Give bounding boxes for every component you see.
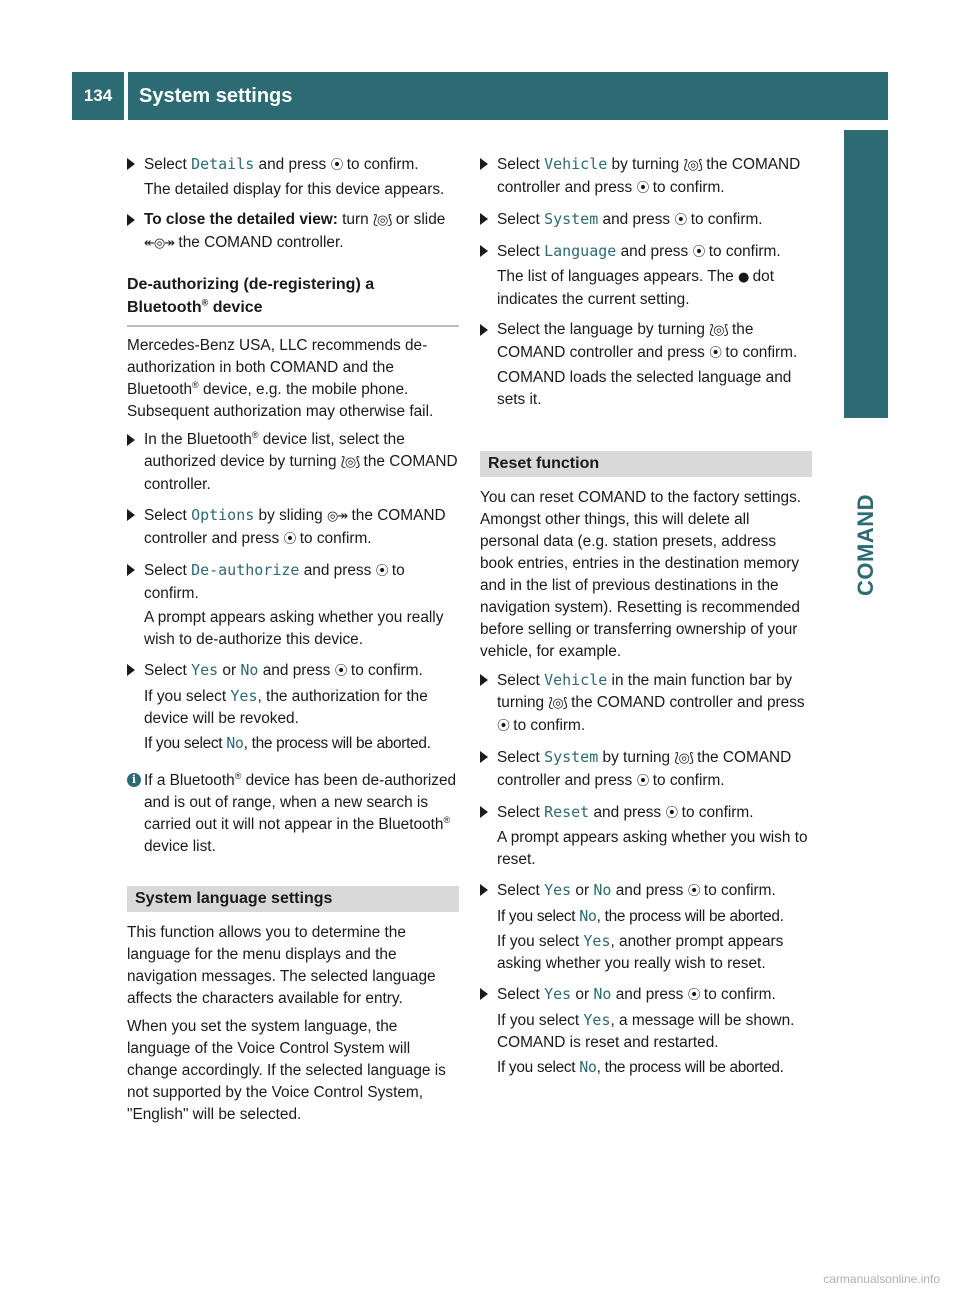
language-paragraph-2: When you set the system language, the language of the Voice Control System will change accordingly. If the selected language is not supported by the Voice Control System, "English" will be selected.: [127, 1018, 446, 1124]
language-paragraph-1: This function allows you to determine the language for the menu displays and the navigation messages. The selected language affects the characters available for entry.: [127, 924, 436, 1008]
turn-icon: ⟅◎⟆: [709, 323, 728, 338]
watermark: carmanualsonline.info: [823, 1272, 940, 1286]
step-select-system: Select System and press ⦿ to confirm.: [480, 208, 812, 232]
slide-lr-icon: ↞◎↠: [144, 236, 175, 251]
press-icon: ⦿: [636, 774, 649, 789]
press-icon: ⦿: [692, 245, 705, 260]
step-arrow-icon: [127, 158, 135, 170]
section-system-language: System language settings: [127, 886, 459, 912]
step-arrow-icon: [480, 158, 488, 170]
dot-icon: ●: [738, 270, 749, 285]
reset-paragraph: You can reset COMAND to the factory settings. Amongst other things, this will delete all personal data (e.g. station presets, address book entries, entries in the destination memory and in the list of previous destinations in the navigation system). Resetting is recommended before selling or transferring ownership of your vehicle, for example.: [480, 489, 802, 660]
step-select-details: Select Details and press ⦿ to confirm. The detailed display for this device appears.: [127, 153, 459, 201]
step-select-language: Select Language and press ⦿ to confirm. The list of languages appears. The ● dot indicates the current setting.: [480, 240, 812, 311]
step-arrow-icon: [127, 434, 135, 446]
side-color-block: [844, 120, 888, 418]
step-reset-select-vehicle: Select Vehicle in the main function bar by turning ⟅◎⟆ the COMAND controller and press ⦿ to confirm.: [480, 669, 812, 738]
page-title: System settings: [139, 85, 293, 107]
step-select-de-authorize: Select De-authorize and press ⦿ to confirm. A prompt appears asking whether you really wish to de-authorize this device.: [127, 559, 459, 651]
press-icon: ⦿: [674, 213, 687, 228]
header-divider: [124, 72, 128, 120]
step-arrow-icon: [480, 751, 488, 763]
turn-icon: ⟅◎⟆: [372, 213, 392, 228]
step-arrow-icon: [127, 509, 135, 521]
turn-icon: ⟅◎⟆: [674, 751, 693, 766]
info-note: i If a Bluetooth® device has been de-authorized and is out of range, when a new search is carried out it will not appear in the Bluetooth® device list.: [127, 770, 459, 858]
press-icon: ⦿: [709, 346, 722, 361]
step-arrow-icon: [480, 806, 488, 818]
step-turn-language: Select the language by turning ⟅◎⟆ the COMAND controller and press ⦿ to confirm. COMAND loads the selected language and sets it.: [480, 319, 812, 411]
info-icon: i: [127, 773, 141, 787]
step-arrow-icon: [480, 884, 488, 896]
step-select-device: In the Bluetooth® device list, select the authorized device by turning ⟅◎⟆ the COMAND controller.: [127, 429, 459, 496]
turn-icon: ⟅◎⟆: [340, 455, 360, 470]
step-select-options: Select Options by sliding ◎↠ the COMAND controller and press ⦿ to confirm.: [127, 504, 459, 551]
slide-right-icon: ◎↠: [327, 509, 348, 524]
page-number: 134: [83, 86, 113, 105]
step-arrow-icon: [480, 324, 488, 336]
step-reset-select-system: Select System by turning ⟅◎⟆ the COMAND controller and press ⦿ to confirm.: [480, 746, 812, 793]
step-select-yes-no: Select Yes or No and press ⦿ to confirm. If you select Yes, the authorization for the device will be revoked. If you select No, the process will be aborted.: [127, 659, 459, 755]
intro-paragraph: Mercedes-Benz USA, LLC recommends de-authorization in both COMAND and the Bluetooth® device, e.g. the mobile phone. Subsequent authorization may otherwise fail.: [127, 337, 434, 420]
step-arrow-icon: [480, 674, 488, 686]
step-arrow-icon: [480, 245, 488, 257]
step-reset-yes-no-2: Select Yes or No and press ⦿ to confirm. If you select Yes, a message will be shown. COMAND is reset and restarted. If you select No, the process will be aborted.: [480, 983, 812, 1079]
press-icon: ⦿: [330, 158, 343, 173]
subheading-de-authorizing: De-authorizing (de-registering) a Bluetooth® device: [127, 273, 459, 327]
step-arrow-icon: [480, 213, 488, 225]
turn-icon: ⟅◎⟆: [548, 696, 567, 711]
step-select-vehicle: Select Vehicle by turning ⟅◎⟆ the COMAND controller and press ⦿ to confirm.: [480, 153, 812, 200]
step-close-detailed-view: To close the detailed view: turn ⟅◎⟆ or slide ↞◎↠ the COMAND controller.: [127, 209, 459, 255]
press-icon: ⦿: [334, 664, 347, 679]
press-icon: ⦿: [636, 181, 649, 196]
step-reset-yes-no-1: Select Yes or No and press ⦿ to confirm. If you select No, the process will be aborted. If you select Yes, another prompt appears asking whether you really wish to reset.: [480, 879, 812, 975]
side-block-gap: [844, 120, 888, 130]
turn-icon: ⟅◎⟆: [683, 158, 702, 173]
side-tab-label: COMAND: [853, 494, 878, 596]
right-column: [480, 153, 812, 1087]
section-reset-function: Reset function: [480, 451, 812, 477]
press-icon: ⦿: [665, 806, 678, 821]
step-arrow-icon: [127, 214, 135, 226]
press-icon: ⦿: [687, 988, 700, 1003]
press-icon: ⦿: [375, 564, 388, 579]
left-column: [127, 153, 459, 1132]
side-tab: [844, 420, 888, 670]
press-icon: ⦿: [497, 719, 510, 734]
step-arrow-icon: [480, 988, 488, 1000]
step-select-reset: Select Reset and press ⦿ to confirm. A prompt appears asking whether you wish to reset.: [480, 801, 812, 871]
step-arrow-icon: [127, 664, 135, 676]
press-icon: ⦿: [687, 884, 700, 899]
press-icon: ⦿: [283, 532, 296, 547]
step-arrow-icon: [127, 564, 135, 576]
